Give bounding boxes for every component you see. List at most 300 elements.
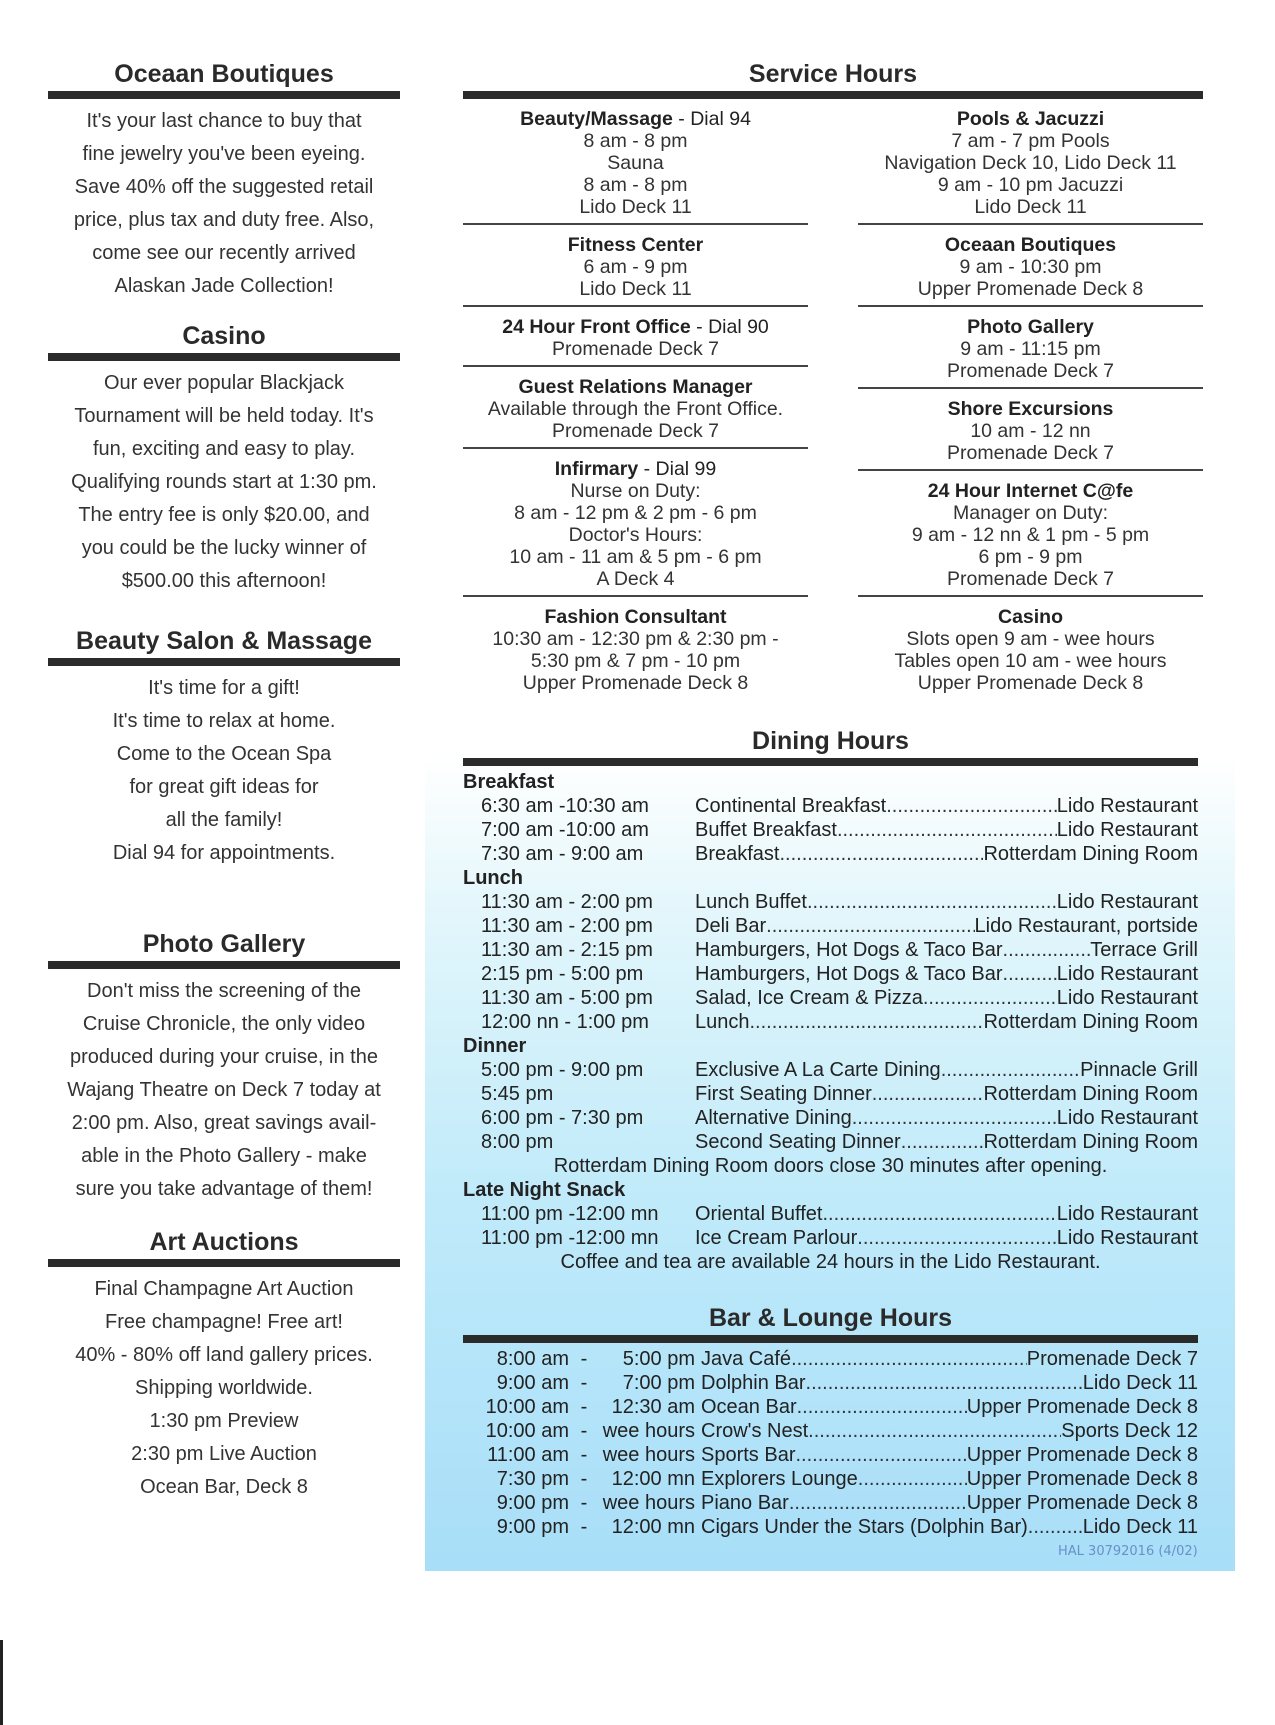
service-line: Promenade Deck 7 xyxy=(552,338,719,360)
bar-entry xyxy=(701,1395,1198,1419)
text-line: It's your last chance to buy that xyxy=(86,110,362,132)
service-line: Manager on Duty: xyxy=(952,502,1108,524)
dining-row xyxy=(463,962,1198,986)
dot-leader xyxy=(795,1443,966,1467)
dot-leader xyxy=(1003,938,1091,962)
dining-row xyxy=(463,818,1198,842)
dining-row xyxy=(463,1202,1198,1226)
dining-row xyxy=(463,1058,1198,1082)
service-name: Shore Excursions xyxy=(947,398,1114,420)
bar-name: Crow's Nest xyxy=(701,1420,809,1442)
bar-row xyxy=(463,1419,1198,1443)
text-line: fun, exciting and easy to play. xyxy=(92,438,355,460)
service-line: Lido Deck 11 xyxy=(579,196,692,218)
section-body xyxy=(48,105,400,303)
dining-row xyxy=(463,914,1198,938)
text-line: Free champagne! Free art! xyxy=(105,1311,343,1333)
dot-leader xyxy=(797,1395,967,1419)
dining-entry xyxy=(695,794,1198,818)
bar-dash: - xyxy=(580,1444,588,1466)
text-line: Cruise Chronicle, the only video xyxy=(82,1013,366,1035)
section-body xyxy=(48,367,400,598)
service-line: Upper Promenade Deck 8 xyxy=(522,672,749,694)
service-line: 8 am - 8 pm xyxy=(583,130,688,152)
dining-row xyxy=(463,794,1198,818)
service-entry-title xyxy=(858,234,1203,256)
service-name: Photo Gallery xyxy=(967,316,1094,338)
bar-name: Cigars Under the Stars (Dolphin Bar) xyxy=(701,1516,1028,1538)
section-body xyxy=(48,672,400,870)
section-title: Beauty Salon & Massage xyxy=(48,627,400,666)
dining-place: Lido Restaurant xyxy=(1056,1203,1198,1225)
service-line: Doctor's Hours: xyxy=(568,524,703,546)
bar-row xyxy=(463,1467,1198,1491)
dining-entry xyxy=(695,938,1198,962)
service-column-left xyxy=(463,105,808,705)
service-line: Promenade Deck 7 xyxy=(947,360,1114,382)
bar-time xyxy=(463,1347,701,1371)
dining-entry xyxy=(695,890,1198,914)
bar-place: Lido Deck 11 xyxy=(1082,1516,1198,1538)
dining-item: Hamburgers, Hot Dogs & Taco Bar xyxy=(695,939,1003,961)
service-line: Upper Promenade Deck 8 xyxy=(917,672,1144,694)
dining-time: 2:15 pm - 5:00 pm xyxy=(481,963,644,985)
dining-time: 6:30 am -10:30 am xyxy=(481,795,649,817)
service-entry xyxy=(463,603,808,699)
bar-row xyxy=(463,1515,1198,1539)
bar-row xyxy=(463,1491,1198,1515)
bar-lounge-section xyxy=(463,1304,1198,1539)
dining-item: Exclusive A La Carte Dining xyxy=(695,1059,941,1081)
dining-entry xyxy=(695,914,1198,938)
dot-leader xyxy=(1028,1515,1083,1539)
text-line: It's time to relax at home. xyxy=(112,710,336,732)
bar-open: 7:30 pm xyxy=(496,1468,569,1490)
dining-time: 11:30 am - 2:00 pm xyxy=(481,915,653,937)
bar-close: wee hours xyxy=(602,1420,695,1442)
dot-leader xyxy=(852,1106,1057,1130)
bar-entry xyxy=(701,1371,1198,1395)
dot-leader xyxy=(779,842,983,866)
text-line: 40% - 80% off land gallery prices. xyxy=(75,1344,373,1366)
service-entry-title xyxy=(463,458,808,480)
service-line: Lido Deck 11 xyxy=(974,196,1087,218)
bar-close: 12:00 mn xyxy=(611,1516,695,1538)
service-name: 24 Hour Internet C@fe xyxy=(927,480,1134,502)
service-line: Promenade Deck 7 xyxy=(947,442,1114,464)
dining-place: Rotterdam Dining Room xyxy=(983,1083,1198,1105)
dining-time: 7:30 am - 9:00 am xyxy=(481,843,644,865)
dining-time: 12:00 nn - 1:00 pm xyxy=(481,1011,649,1033)
bar-dash: - xyxy=(580,1396,588,1418)
art-auctions-section xyxy=(48,1228,400,1504)
casino-section xyxy=(48,322,400,627)
service-entry-title xyxy=(858,398,1203,420)
bar-name: Ocean Bar xyxy=(701,1396,797,1418)
dining-item: Buffet Breakfast xyxy=(695,819,837,841)
bar-entry xyxy=(701,1515,1198,1539)
bar-close: 7:00 pm xyxy=(622,1372,695,1394)
text-line: Dial 94 for appointments. xyxy=(112,842,336,864)
service-entry xyxy=(463,455,808,597)
service-line: Sauna xyxy=(607,152,664,174)
dot-leader xyxy=(808,1419,1061,1443)
text-line: Alaskan Jade Collection! xyxy=(114,275,334,297)
service-name: Fitness Center xyxy=(567,234,704,256)
dining-place: Lido Restaurant xyxy=(1056,1227,1198,1249)
meal-category: Breakfast xyxy=(463,771,555,793)
service-line: A Deck 4 xyxy=(596,568,675,590)
bar-close: wee hours xyxy=(602,1444,695,1466)
dining-entry xyxy=(695,842,1198,866)
dot-leader xyxy=(872,1082,984,1106)
bar-open: 9:00 pm xyxy=(496,1516,569,1538)
dining-entry xyxy=(695,1130,1198,1154)
service-name: Oceaan Boutiques xyxy=(944,234,1117,256)
dot-leader xyxy=(941,1058,1080,1082)
dining-place: Rotterdam Dining Room xyxy=(983,1011,1198,1033)
bar-name: Piano Bar xyxy=(701,1492,789,1514)
service-line: Nurse on Duty: xyxy=(570,480,701,502)
service-line: 6 am - 9 pm xyxy=(583,256,688,278)
bar-dash: - xyxy=(580,1468,588,1490)
bar-time xyxy=(463,1515,701,1539)
bar-time xyxy=(463,1491,701,1515)
dining-item: Lunch Buffet xyxy=(695,891,807,913)
bar-place: Upper Promenade Deck 8 xyxy=(966,1468,1198,1490)
service-line: Navigation Deck 10, Lido Deck 11 xyxy=(884,152,1177,174)
bar-place: Upper Promenade Deck 8 xyxy=(966,1444,1198,1466)
service-name: Pools & Jacuzzi xyxy=(956,108,1105,130)
bar-time xyxy=(463,1371,701,1395)
dining-item: Oriental Buffet xyxy=(695,1203,823,1225)
bar-dash: - xyxy=(580,1492,588,1514)
bar-name: Sports Bar xyxy=(701,1444,796,1466)
dining-time: 11:00 pm -12:00 mn xyxy=(481,1227,659,1249)
dining-item: Deli Bar xyxy=(695,915,767,937)
dining-entry xyxy=(695,1226,1198,1250)
service-line: 7 am - 7 pm Pools xyxy=(951,130,1110,152)
text-line: Shipping worldwide. xyxy=(135,1377,313,1399)
service-entry xyxy=(858,313,1203,389)
dining-place: Lido Restaurant xyxy=(1056,819,1198,841)
dining-time: 11:30 am - 5:00 pm xyxy=(481,987,653,1009)
service-line: 9 am - 12 nn & 1 pm - 5 pm xyxy=(911,524,1150,546)
dining-place: Rotterdam Dining Room xyxy=(983,1131,1198,1153)
service-line: Lido Deck 11 xyxy=(579,278,692,300)
dining-time: 11:30 am - 2:15 pm xyxy=(481,939,653,961)
dining-time: 7:00 am -10:00 am xyxy=(481,819,649,841)
dining-item: Continental Breakfast xyxy=(695,795,887,817)
text-line: Final Champagne Art Auction xyxy=(94,1278,354,1300)
service-line: Tables open 10 am - wee hours xyxy=(894,650,1167,672)
service-name: 24 Hour Front Office xyxy=(502,316,691,338)
scan-edge-mark xyxy=(0,1640,3,1725)
text-line: 2:00 pm. Also, great savings avail- xyxy=(71,1112,377,1134)
beauty-salon-section xyxy=(48,627,400,930)
dining-row xyxy=(463,1130,1198,1154)
dining-item: Salad, Ice Cream & Pizza xyxy=(695,987,923,1009)
bar-lounge-title: Bar & Lounge Hours xyxy=(463,1304,1198,1343)
dining-note: Rotterdam Dining Room doors close 30 minutes after opening. xyxy=(553,1155,1108,1177)
photo-gallery-section xyxy=(48,930,400,1228)
dining-note: Coffee and tea are available 24 hours in the Lido Restaurant. xyxy=(560,1251,1101,1273)
service-line: Available through the Front Office. xyxy=(487,398,784,420)
service-line: 8 am - 8 pm xyxy=(583,174,688,196)
service-entry-title xyxy=(858,108,1203,130)
dot-leader xyxy=(923,986,1057,1010)
service-dial: - Dial 90 xyxy=(690,316,769,338)
section-title: Art Auctions xyxy=(48,1228,400,1267)
service-entry xyxy=(463,373,808,449)
dining-place: Lido Restaurant xyxy=(1056,891,1198,913)
bar-place: Upper Promenade Deck 8 xyxy=(966,1492,1198,1514)
text-line: price, plus tax and duty free. Also, xyxy=(73,209,375,231)
dining-row xyxy=(463,1010,1198,1034)
dot-leader xyxy=(822,1202,1056,1226)
service-dial: - Dial 94 xyxy=(672,108,751,130)
bar-open: 10:00 am xyxy=(485,1396,569,1418)
text-line: It's time for a gift! xyxy=(148,677,300,699)
dining-place: Terrace Grill xyxy=(1090,939,1198,961)
service-line: 10 am - 12 nn xyxy=(970,420,1091,442)
dining-place: Lido Restaurant xyxy=(1056,1107,1198,1129)
service-column-right xyxy=(858,105,1203,705)
section-title: Photo Gallery xyxy=(48,930,400,969)
bar-entry xyxy=(701,1491,1198,1515)
bar-row xyxy=(463,1347,1198,1371)
dining-item: Second Seating Dinner xyxy=(695,1131,901,1153)
dining-item: First Seating Dinner xyxy=(695,1083,872,1105)
text-line: able in the Photo Gallery - make xyxy=(81,1145,367,1167)
dining-place: Rotterdam Dining Room xyxy=(983,843,1198,865)
bar-dash: - xyxy=(580,1348,588,1370)
bar-place: Lido Deck 11 xyxy=(1082,1372,1198,1394)
service-line: 8 am - 12 pm & 2 pm - 6 pm xyxy=(514,502,757,524)
dot-leader xyxy=(837,818,1057,842)
dining-time: 11:30 am - 2:00 pm xyxy=(481,891,653,913)
dining-entry xyxy=(695,818,1198,842)
dining-time: 11:00 pm -12:00 mn xyxy=(481,1203,659,1225)
bar-time xyxy=(463,1395,701,1419)
form-code: HAL 30792016 (4/02) xyxy=(1058,1544,1198,1559)
text-line: fine jewelry you've been eyeing. xyxy=(82,143,366,165)
service-dial: - Dial 99 xyxy=(638,458,717,480)
service-entry xyxy=(463,231,808,307)
dining-place: Lido Restaurant, portside xyxy=(974,915,1198,937)
service-line: 10 am - 11 am & 5 pm - 6 pm xyxy=(509,546,762,568)
bar-time xyxy=(463,1467,701,1491)
bar-entry xyxy=(701,1347,1198,1371)
text-line: Don't miss the screening of the xyxy=(87,980,361,1002)
text-line: for great gift ideas for xyxy=(129,776,319,798)
dining-entry xyxy=(695,962,1198,986)
text-line: 2:30 pm Live Auction xyxy=(131,1443,317,1465)
service-line: Slots open 9 am - wee hours xyxy=(906,628,1155,650)
service-entry-title xyxy=(463,376,808,398)
dining-entry xyxy=(695,1202,1198,1226)
dot-leader xyxy=(858,1467,967,1491)
bar-dash: - xyxy=(580,1420,588,1442)
dining-place: Pinnacle Grill xyxy=(1080,1059,1198,1081)
text-line: you could be the lucky winner of xyxy=(81,537,367,559)
service-line: Promenade Deck 7 xyxy=(947,568,1114,590)
bar-open: 10:00 am xyxy=(485,1420,569,1442)
dining-row xyxy=(463,986,1198,1010)
bar-row xyxy=(463,1395,1198,1419)
text-line: $500.00 this afternoon! xyxy=(121,570,327,592)
section-body xyxy=(48,1273,400,1504)
bar-list xyxy=(463,1347,1198,1539)
meal-category: Dinner xyxy=(463,1035,527,1057)
bar-close: 12:30 am xyxy=(611,1396,695,1418)
service-entry-title xyxy=(463,316,808,338)
dot-leader xyxy=(806,1371,1083,1395)
dining-entry xyxy=(695,1106,1198,1130)
service-name: Guest Relations Manager xyxy=(518,376,753,398)
oceaan-boutiques-section xyxy=(48,60,400,322)
dot-leader xyxy=(901,1130,984,1154)
service-line: 9 am - 10:30 pm xyxy=(959,256,1102,278)
dining-hours-title: Dining Hours xyxy=(463,727,1198,766)
service-grid xyxy=(463,105,1203,705)
bar-entry xyxy=(701,1467,1198,1491)
section-title: Casino xyxy=(48,322,400,361)
bar-dash: - xyxy=(580,1372,588,1394)
section-title: Oceaan Boutiques xyxy=(48,60,400,99)
dot-leader xyxy=(857,1226,1057,1250)
dining-item: Alternative Dining xyxy=(695,1107,852,1129)
text-line: Qualifying rounds start at 1:30 pm. xyxy=(71,471,377,493)
bar-close: 12:00 mn xyxy=(611,1468,695,1490)
service-name: Infirmary xyxy=(554,458,639,480)
text-line: The entry fee is only $20.00, and xyxy=(78,504,370,526)
bar-place: Promenade Deck 7 xyxy=(1026,1348,1198,1370)
service-name: Fashion Consultant xyxy=(544,606,727,628)
text-line: Save 40% off the suggested retail xyxy=(74,176,374,198)
service-name: Casino xyxy=(997,606,1063,628)
bar-entry xyxy=(701,1419,1198,1443)
dining-place: Lido Restaurant xyxy=(1056,963,1198,985)
dining-entry xyxy=(695,1082,1198,1106)
service-line: Promenade Deck 7 xyxy=(552,420,719,442)
service-line: 10:30 am - 12:30 pm & 2:30 pm - xyxy=(492,628,779,650)
text-line: Tournament will be held today. It's xyxy=(74,405,374,427)
dining-row xyxy=(463,842,1198,866)
bar-place: Sports Deck 12 xyxy=(1061,1420,1198,1442)
text-line: sure you take advantage of them! xyxy=(75,1178,373,1200)
dot-leader xyxy=(886,794,1057,818)
service-line: 9 am - 10 pm Jacuzzi xyxy=(937,174,1124,196)
dining-item: Hamburgers, Hot Dogs & Taco Bar xyxy=(695,963,1003,985)
bar-time xyxy=(463,1443,701,1467)
text-line: Our ever popular Blackjack xyxy=(103,372,345,394)
text-line: Wajang Theatre on Deck 7 today at xyxy=(67,1079,381,1101)
dining-time: 5:45 pm xyxy=(481,1083,554,1105)
dining-row xyxy=(463,938,1198,962)
dining-item: Ice Cream Parlour xyxy=(695,1227,858,1249)
text-line: 1:30 pm Preview xyxy=(149,1410,299,1432)
dining-list xyxy=(463,770,1198,1274)
text-line: Come to the Ocean Spa xyxy=(116,743,332,765)
service-entry xyxy=(858,105,1203,225)
meal-category: Lunch xyxy=(463,867,523,889)
dining-place: Lido Restaurant xyxy=(1056,795,1198,817)
service-entry-title xyxy=(858,480,1203,502)
dining-entry xyxy=(695,986,1198,1010)
dining-place: Lido Restaurant xyxy=(1056,987,1198,1009)
dining-item: Lunch xyxy=(695,1011,750,1033)
dining-row xyxy=(463,890,1198,914)
service-hours-title: Service Hours xyxy=(463,60,1203,99)
bar-open: 11:00 am xyxy=(487,1444,569,1466)
section-body xyxy=(48,975,400,1206)
text-line: produced during your cruise, in the xyxy=(70,1046,378,1068)
service-entry-title xyxy=(463,606,808,628)
bar-place: Upper Promenade Deck 8 xyxy=(966,1396,1198,1418)
dot-leader xyxy=(766,914,974,938)
text-line: come see our recently arrived xyxy=(92,242,356,264)
dot-leader xyxy=(791,1347,1027,1371)
dot-leader xyxy=(789,1491,967,1515)
bar-row xyxy=(463,1371,1198,1395)
dining-time: 6:00 pm - 7:30 pm xyxy=(481,1107,644,1129)
bar-open: 8:00 am xyxy=(496,1348,569,1370)
dining-time: 8:00 pm xyxy=(481,1131,554,1153)
service-line: Upper Promenade Deck 8 xyxy=(917,278,1144,300)
dot-leader xyxy=(807,890,1057,914)
bar-dash: - xyxy=(580,1516,588,1538)
service-entry xyxy=(858,395,1203,471)
service-entry-title xyxy=(463,108,808,130)
service-entry-title xyxy=(463,234,808,256)
bar-row xyxy=(463,1443,1198,1467)
bar-open: 9:00 am xyxy=(496,1372,569,1394)
text-line: all the family! xyxy=(165,809,283,831)
bar-entry xyxy=(701,1443,1198,1467)
dining-row xyxy=(463,1226,1198,1250)
left-column xyxy=(48,60,400,1504)
service-line: 5:30 pm & 7 pm - 10 pm xyxy=(530,650,741,672)
service-entry xyxy=(858,231,1203,307)
service-entry xyxy=(463,313,808,367)
dot-leader xyxy=(750,1010,984,1034)
service-line: 6 pm - 9 pm xyxy=(978,546,1083,568)
service-line: 9 am - 11:15 pm xyxy=(960,338,1101,360)
meal-category: Late Night Snack xyxy=(463,1179,626,1201)
service-entry xyxy=(463,105,808,225)
bar-close: 5:00 pm xyxy=(622,1348,695,1370)
dining-item: Breakfast xyxy=(695,843,780,865)
bar-close: wee hours xyxy=(602,1492,695,1514)
dining-entry xyxy=(695,1010,1198,1034)
dining-row xyxy=(463,1082,1198,1106)
bar-name: Java Café xyxy=(701,1348,792,1370)
service-entry-title xyxy=(858,606,1203,628)
dining-hours-section xyxy=(463,727,1198,1274)
dining-entry xyxy=(695,1058,1198,1082)
dining-row xyxy=(463,1106,1198,1130)
bar-open: 9:00 pm xyxy=(496,1492,569,1514)
bar-name: Dolphin Bar xyxy=(701,1372,806,1394)
bar-time xyxy=(463,1419,701,1443)
service-hours-section xyxy=(463,60,1203,705)
bar-name: Explorers Lounge xyxy=(701,1468,858,1490)
service-entry xyxy=(858,603,1203,699)
service-entry xyxy=(858,477,1203,597)
dining-time: 5:00 pm - 9:00 pm xyxy=(481,1059,644,1081)
text-line: Ocean Bar, Deck 8 xyxy=(140,1476,308,1498)
